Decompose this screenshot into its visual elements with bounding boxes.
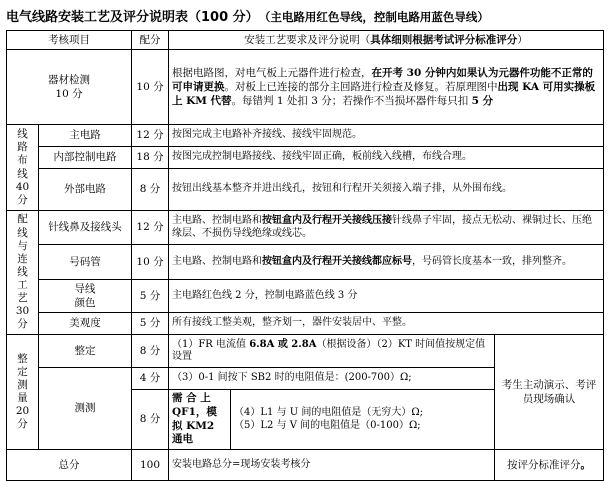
process-group-label: 配 线 与 连 线 工 艺 30 分 xyxy=(7,211,39,335)
total-label: 总分 xyxy=(7,450,132,481)
header-item: 考核项目 xyxy=(7,31,132,50)
equipment-description: 根据电路图，对电气板上元器件进行检查，在开考 30 分钟内如果认为元器件功能不正常的可申请更换。对板上已连接的部分主回路进行检查及修复。若原理图中出现 KA 可用实操板上 KM 代替。每错判 1 处扣 3 分；若操作不当损坏器件每只扣 5 分 xyxy=(169,50,604,125)
process-label-connector: 针线鼻及接线头 xyxy=(39,211,132,245)
measure-note: 考生主动演示、考评员现场确认 xyxy=(495,335,604,450)
wiring-desc-external: 按钮出线基本整齐并进出线孔，按钮和行程开关须接入端子排，从外围布线。 xyxy=(169,169,604,211)
measure-label-test: 测测 xyxy=(39,368,132,450)
process-desc-connector: 主电路、控制电路和按钮盒内及行程开关接线压接针线鼻子牢固，接点无松动、裸铜过长、压绝缘层、不损伤导线绝缘或线芯。 xyxy=(169,211,604,245)
measure-desc-test-1: （3）0-1 间按下 SB2 时的电阻值是：(200-700）Ω; xyxy=(169,368,495,390)
wiring-group-label: 线 路 布 线 40 分 xyxy=(7,125,39,211)
wiring-desc-main: 按图完成主电路补齐接线、接线牢固规范。 xyxy=(169,125,604,147)
scoring-table xyxy=(6,30,604,481)
wiring-score-control: 18 分 xyxy=(132,147,169,169)
total-desc: 安装电路总分=现场安装考核分 xyxy=(169,450,495,481)
wiring-label-control: 内部控制电路 xyxy=(39,147,132,169)
wiring-score-main: 12 分 xyxy=(132,125,169,147)
process-score-look: 5 分 xyxy=(132,313,169,335)
measure-label-setting: 整定 xyxy=(39,335,132,368)
process-row-look xyxy=(7,313,604,335)
process-label-color: 导线 颜色 xyxy=(39,280,132,313)
measure-desc-test-2: （4）L1 与 U 间的电阻值是（无穷大）Ω; （5）L2 与 V 间的电阻值是（0-100）Ω; xyxy=(231,390,495,450)
wiring-row-main xyxy=(7,125,604,147)
process-label-look: 美观度 xyxy=(39,313,132,335)
header-score: 配分 xyxy=(132,31,169,50)
equipment-score: 10 分 xyxy=(132,50,169,125)
total-remark: 按评分标准评分。 xyxy=(495,450,604,481)
process-desc-look: 所有接线工整美观，整齐划一，器件安装居中、平整。 xyxy=(169,313,604,335)
process-label-tube: 号码管 xyxy=(39,245,132,280)
process-row-color xyxy=(7,280,604,313)
process-row-connector xyxy=(7,211,604,245)
total-row xyxy=(7,450,604,481)
process-score-connector: 12 分 xyxy=(132,211,169,245)
title-subtitle: （主电路用红色导线，控制电路用蓝色导线） xyxy=(264,10,489,24)
title-main: 电气线路安装工艺及评分说明表（100 分） xyxy=(6,10,259,25)
process-row-tube xyxy=(7,245,604,280)
page-title xyxy=(6,6,606,28)
equipment-row xyxy=(7,50,604,125)
wiring-label-external: 外部电路 xyxy=(39,169,132,211)
total-score: 100 xyxy=(132,450,169,481)
process-score-tube: 10 分 xyxy=(132,245,169,280)
wiring-label-main: 主电路 xyxy=(39,125,132,147)
equipment-label: 器材检测 10 分 xyxy=(7,50,132,125)
measure-row-setting xyxy=(7,335,604,368)
wiring-row-external xyxy=(7,169,604,211)
measure-score-setting: 8 分 xyxy=(132,335,169,368)
wiring-desc-control: 按图完成控制电路接线、接线牢固正确，板前线入线槽，布线合理。 xyxy=(169,147,604,169)
measure-score-test-1: 4 分 xyxy=(132,368,169,390)
wiring-row-control xyxy=(7,147,604,169)
measure-condition: 需 合 上 QF1，模拟 KM2 通电 xyxy=(169,390,231,450)
measure-group-label: 整 定 测 量 20 分 xyxy=(7,335,39,450)
header-description: 安装工艺要求及评分说明（具体细则根据考试评分标准评分） xyxy=(169,31,604,50)
process-desc-color: 主电路红色线 2 分，控制电路蓝色线 3 分 xyxy=(169,280,604,313)
measure-score-test-2: 8 分 xyxy=(132,390,169,450)
table-header-row xyxy=(7,31,604,50)
measure-desc-setting: （1）FR 电流值 6.8A 或 2.8A（根据设备）（2）KT 时间值按规定值设置 xyxy=(169,335,495,368)
wiring-score-external: 8 分 xyxy=(132,169,169,211)
process-desc-tube: 主电路、控制电路和按钮盒内及行程开关接线都应标号，号码管长度基本一致，排列整齐。 xyxy=(169,245,604,280)
process-score-color: 5 分 xyxy=(132,280,169,313)
